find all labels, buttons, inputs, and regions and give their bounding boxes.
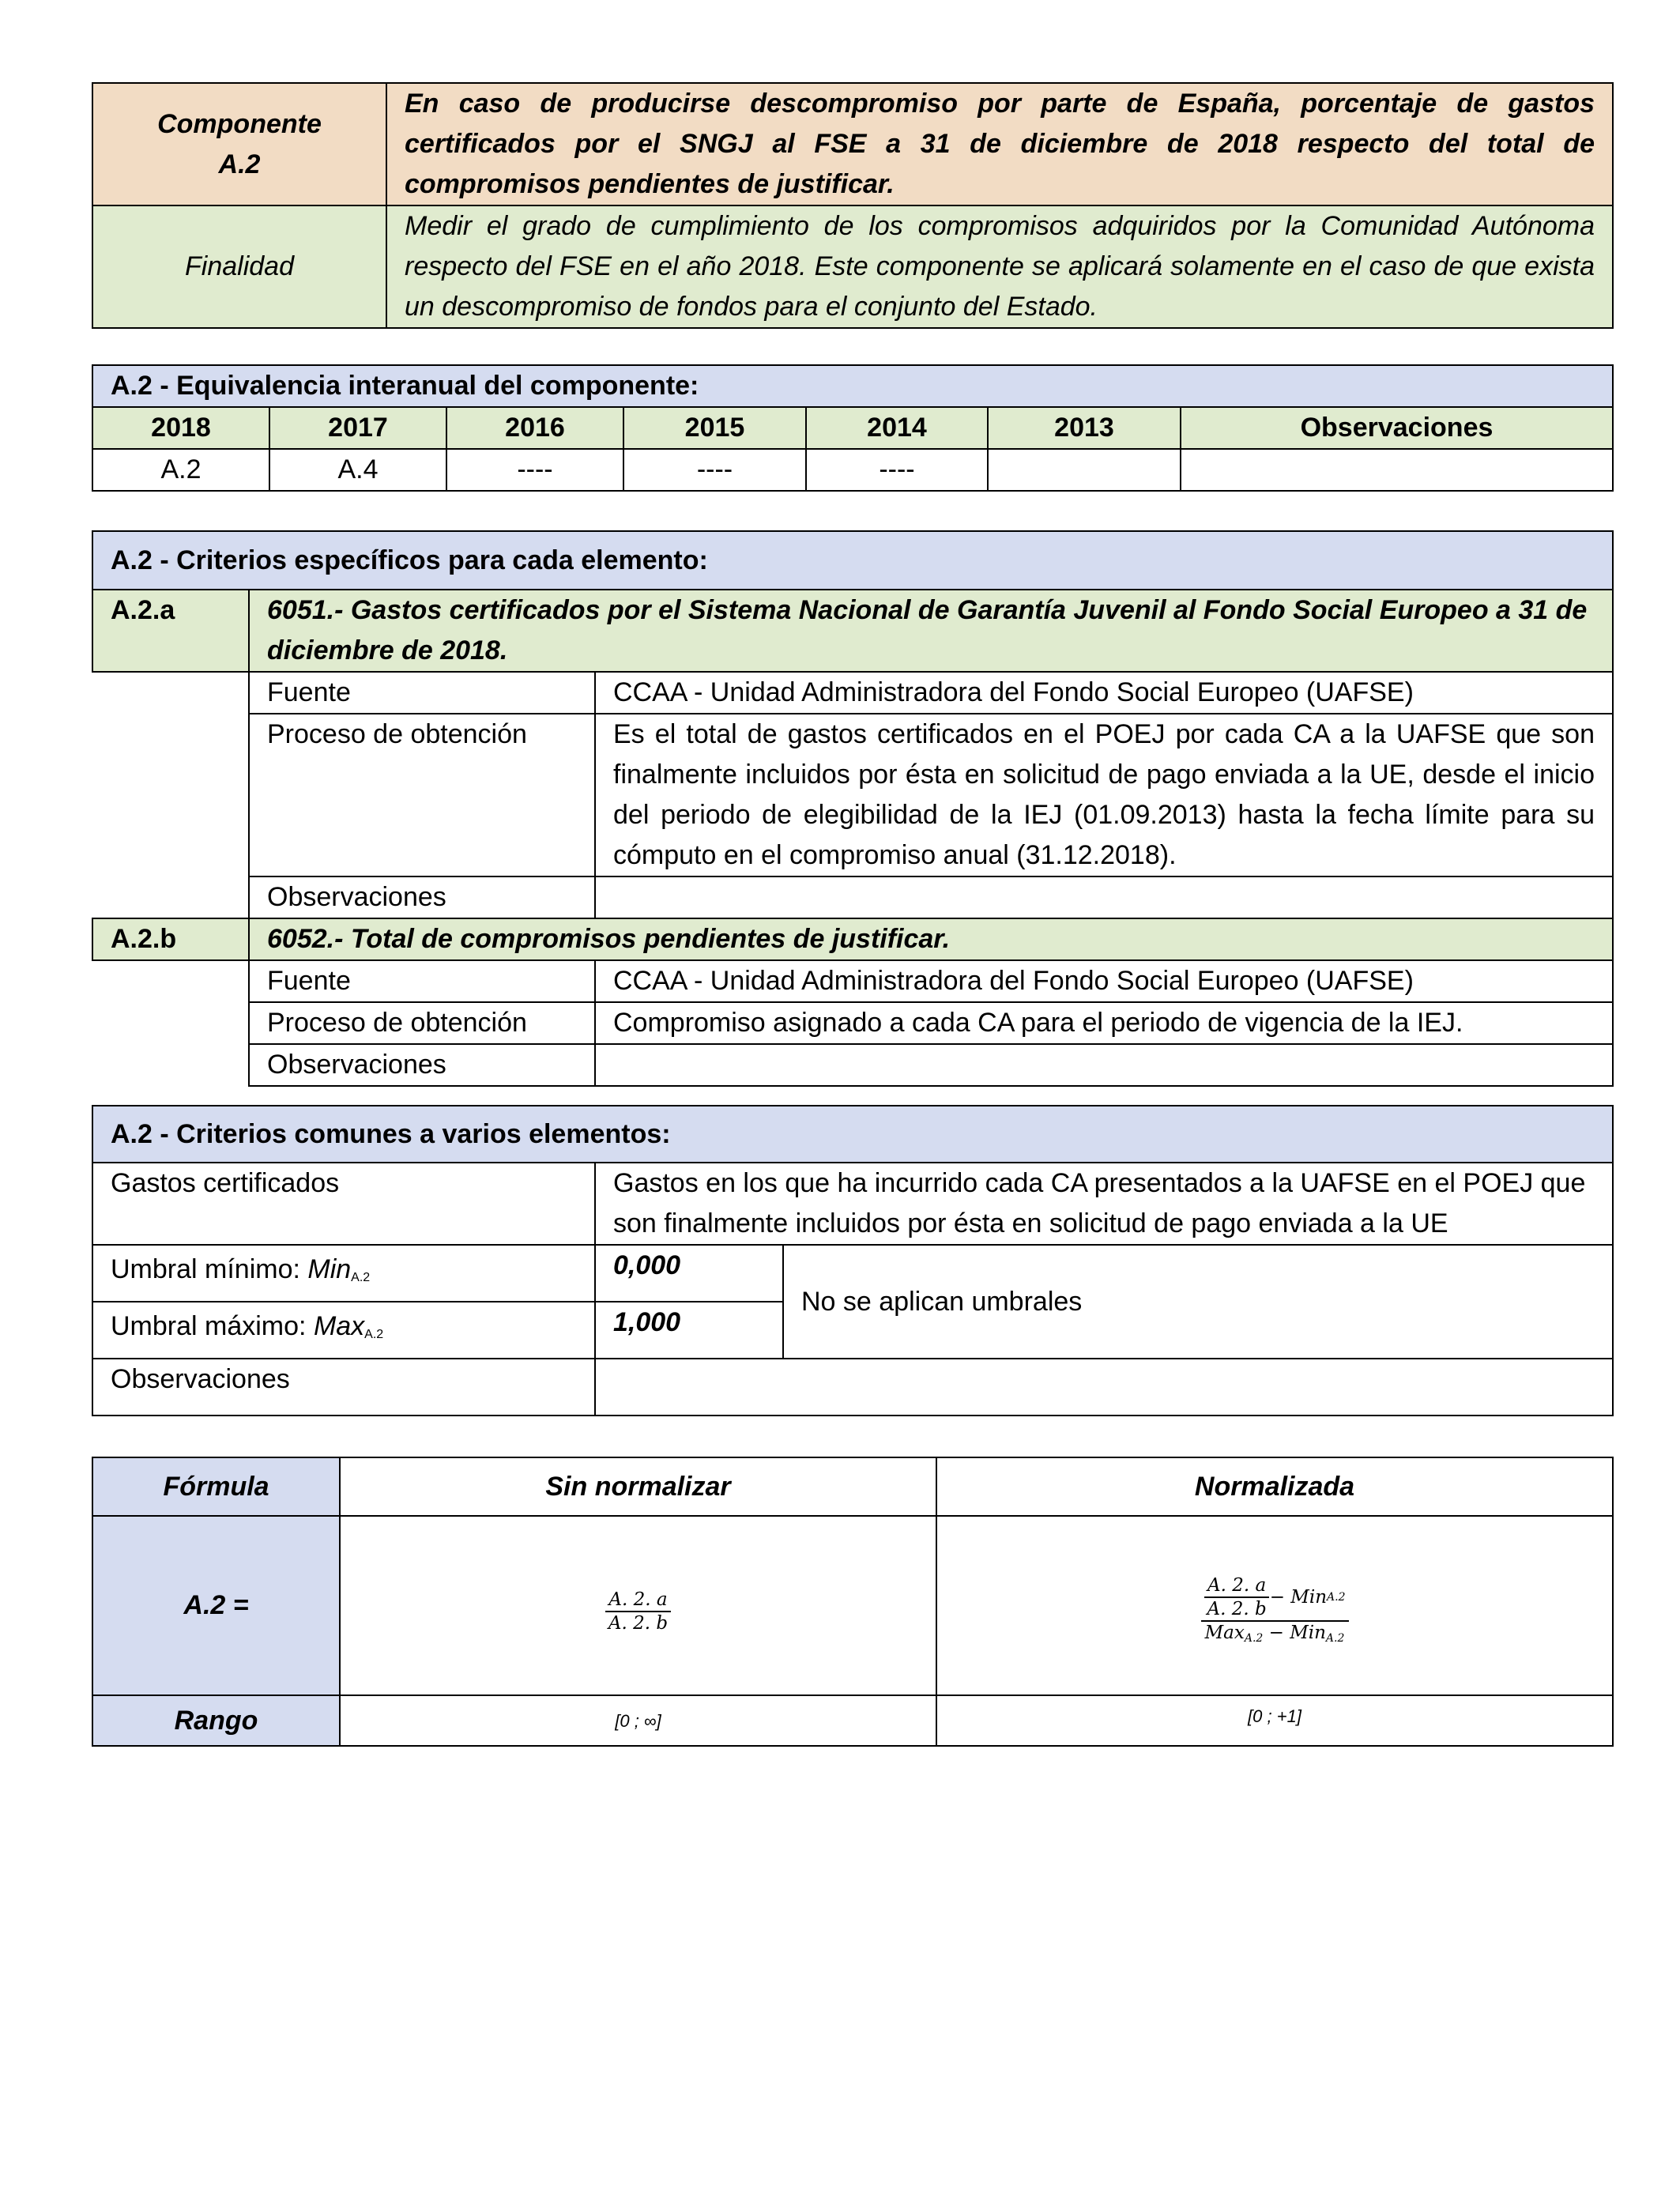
proceso-value: Es el total de gastos certificados en el POEJ por cada CA a la UAFSE que son finalmente incluidos por ésta en solicitud de pago enviada a la UE, desde el inicio del periodo de elegibilidad de la IEJ (01.09.2013) hasta la fecha límite para su cómputo en el compromiso anual (31.12.2018). — [595, 714, 1613, 876]
inner-numerator: A. 2. a — [1204, 1574, 1269, 1598]
criterios-especificos-title: A.2 - Criterios específicos para cada elemento: — [92, 531, 1613, 590]
criterios-especificos-table — [92, 530, 1614, 1087]
rango-label: Rango — [92, 1695, 340, 1746]
spacer-cell — [92, 960, 249, 1086]
proceso-label: Proceso de obtención — [249, 1002, 595, 1044]
observaciones-label: Observaciones — [249, 876, 595, 918]
observaciones-value — [595, 1044, 1613, 1086]
fuente-label: Fuente — [249, 672, 595, 714]
rango-sin: [0 ; ∞] — [340, 1695, 936, 1746]
min-sub: A.2 — [1327, 1590, 1346, 1604]
umbral-max-var: Max — [313, 1310, 365, 1341]
normalizada-header: Normalizada — [936, 1457, 1613, 1516]
fuente-value: CCAA - Unidad Administradora del Fondo Social Europeo (UAFSE) — [595, 672, 1613, 714]
umbral-max-label — [92, 1302, 595, 1359]
umbral-max-sub: A.2 — [364, 1327, 384, 1341]
element-title: 6052.- Total de compromisos pendientes de justificar. — [249, 918, 1613, 960]
year-value: A.4 — [269, 449, 446, 491]
max-text: Max — [1204, 1622, 1245, 1643]
numerator: A. 2. a — [605, 1589, 670, 1612]
year-header: 2018 — [92, 407, 269, 449]
observaciones-value — [1181, 449, 1613, 491]
finalidad-desc: Medir el grado de cumplimiento de los compromisos adquiridos por la Comunidad Autónoma respecto del FSE en el año 2018. Este componente se aplicará solamente en el caso de que exista un descompromiso de fondos para el conjunto del Estado. — [386, 205, 1613, 328]
componente-desc: En caso de producirse descompromiso por parte de España, porcentaje de gastos certificados por el SNGJ al FSE a 31 de diciembre de 2018 respecto del total de compromisos pendientes de justificar. — [386, 83, 1613, 205]
minus-min: − Min — [1263, 1622, 1326, 1643]
year-value — [988, 449, 1181, 491]
element-id: A.2.b — [92, 918, 249, 960]
observaciones-label: Observaciones — [92, 1359, 595, 1416]
year-value: A.2 — [92, 449, 269, 491]
sin-normalizar-formula — [340, 1516, 936, 1695]
observaciones-header: Observaciones — [1181, 407, 1613, 449]
observaciones-value — [595, 876, 1613, 918]
year-value: ---- — [806, 449, 988, 491]
sin-normalizar-header: Sin normalizar — [340, 1457, 936, 1516]
umbral-min-var: Min — [307, 1253, 352, 1284]
year-header: 2016 — [446, 407, 623, 449]
finalidad-label: Finalidad — [92, 205, 386, 328]
umbral-min-value: 0,000 — [595, 1245, 783, 1302]
year-header: 2014 — [806, 407, 988, 449]
umbral-min-label — [92, 1245, 595, 1302]
element-title: 6051.- Gastos certificados por el Sistema Nacional de Garantía Juvenil al Fondo Social Europeo a 31 de diciembre de 2018. — [249, 590, 1613, 672]
inner-fraction — [1204, 1574, 1270, 1620]
gastos-desc: Gastos en los que ha incurrido cada CA presentados a la UAFSE en el POEJ que son finalmente incluidos por ésta en solicitud de pago enviada a la UE — [595, 1163, 1613, 1245]
umbral-min-text: Umbral mínimo: — [111, 1253, 308, 1284]
equivalencia-title: A.2 - Equivalencia interanual del componente: — [92, 365, 1613, 407]
spacer-cell — [92, 672, 249, 918]
year-value: ---- — [623, 449, 806, 491]
proceso-label: Proceso de obtención — [249, 714, 595, 876]
fuente-value: CCAA - Unidad Administradora del Fondo Social Europeo (UAFSE) — [595, 960, 1613, 1002]
min-sub: A.2 — [1325, 1631, 1345, 1645]
inner-denominator: A. 2. b — [1207, 1598, 1267, 1619]
numerator — [1201, 1574, 1349, 1622]
proceso-value: Compromiso asignado a cada CA para el periodo de vigencia de la IEJ. — [595, 1002, 1613, 1044]
denominator: A. 2. b — [608, 1613, 669, 1634]
formula-table — [92, 1457, 1614, 1747]
umbral-max-text: Umbral máximo: — [111, 1310, 314, 1341]
umbral-min-sub: A.2 — [351, 1270, 371, 1284]
criterios-comunes-table — [92, 1105, 1614, 1416]
year-header: 2017 — [269, 407, 446, 449]
year-value: ---- — [446, 449, 623, 491]
criterios-comunes-title: A.2 - Criterios comunes a varios elementos: — [92, 1106, 1613, 1163]
componente-label: Componente — [157, 108, 322, 139]
umbrales-note: No se aplican umbrales — [783, 1245, 1613, 1359]
componente-id: A.2 — [218, 149, 261, 179]
year-header: 2013 — [988, 407, 1181, 449]
componente-cell — [92, 83, 386, 205]
year-header: 2015 — [623, 407, 806, 449]
rango-norm: [0 ; +1] — [936, 1695, 1613, 1746]
max-sub: A.2 — [1244, 1631, 1264, 1645]
normalizada-formula — [936, 1516, 1613, 1695]
gastos-label: Gastos certificados — [92, 1163, 595, 1245]
formula-label: A.2 = — [92, 1516, 340, 1695]
fuente-label: Fuente — [249, 960, 595, 1002]
fraction — [605, 1589, 671, 1634]
componente-table — [92, 82, 1614, 329]
observaciones-value — [595, 1359, 1613, 1416]
element-id: A.2.a — [92, 590, 249, 672]
fraction — [1201, 1574, 1349, 1649]
denominator — [1202, 1622, 1348, 1649]
minus-min: − Min — [1269, 1586, 1328, 1608]
formula-header: Fórmula — [92, 1457, 340, 1516]
umbral-max-value: 1,000 — [595, 1302, 783, 1359]
observaciones-label: Observaciones — [249, 1044, 595, 1086]
equivalencia-table — [92, 364, 1614, 492]
